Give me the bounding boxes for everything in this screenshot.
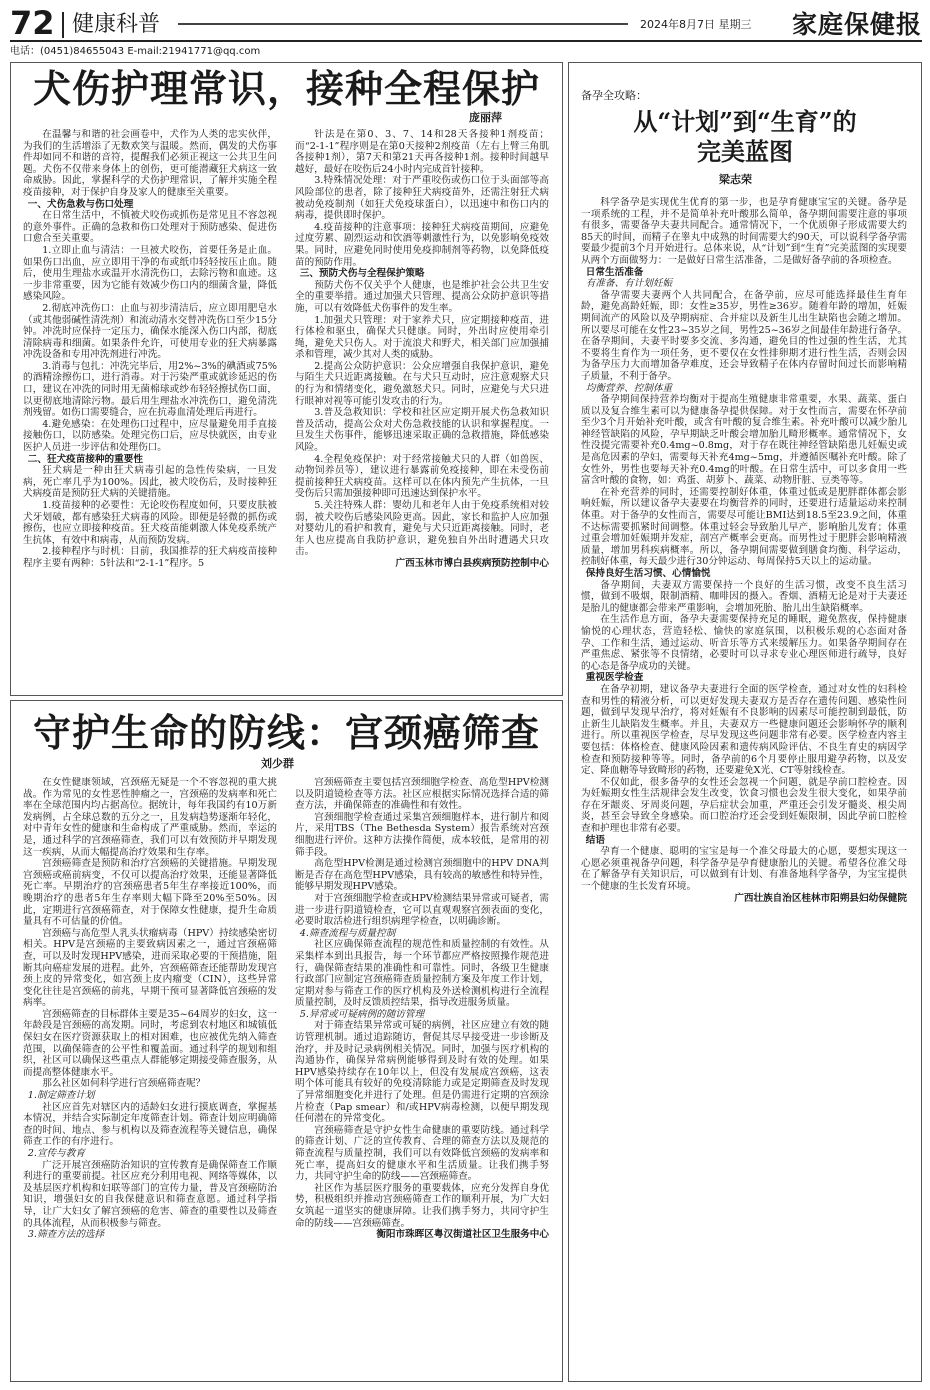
paragraph: 备孕期间保持营养均衡对于提高生殖健康非常重要，水果、蔬菜、蛋白质以及复合维生素可以为健康备孕提供保障。对于女性而言，需要在怀孕前至少3个月开始补充叶酸，或含有叶酸的复合维生素。补充叶酸可以减少胎儿神经管缺陷的风险，孕早期缺乏叶酸会增加胎儿畸形概率。通常情况下，女性没提完需要补充0.4mg~0.8mg，对于存在既往神经管缺陷患儿妊娠史或是高危因素的孕妇，需要每天补充4mg~5mg，并遵循医嘱补充叶酸。除了女性外，男性也要每天补充0.4mg的叶酸。在日常生活中，可以多食用一些富含叶酸的食物，如：鸡蛋、胡萝卜、蔬菜、动物肝脏、豆类等等。: [581, 394, 907, 487]
paragraph: 备孕期间，夫妻双方需要保持一个良好的生活习惯，改变不良生活习惯，做到不吸烟，限制酒精、咖啡因的摄入。香烟、酒精无论是对于夫妻还是胎儿的健康都会带来严重影响，会增加死胎、胎儿出生缺陷概率。: [581, 579, 907, 614]
article-author: 刘少群: [261, 757, 294, 770]
paragraph: 预防犬伤不仅关乎个人健康，也是维护社会公共卫生安全的重要举措。通过加强犬只管理、提高公众防护意识等措施，可以有效降低犬伤事件的发生率。: [295, 279, 549, 314]
section-heading: 保持良好生活习惯、心情愉悦: [585, 568, 711, 579]
paragraph: 社区应首先对辖区内的适龄妇女进行摸底调查，掌握基本情况，并结合实际制定年度筛查计划。筛查计划应明确筛查的时间、地点、参与机构以及筛查流程等关键信息，确保筛查工作的有序进行。: [23, 1101, 277, 1148]
paragraph: 1.加强犬只管理：对于家养犬只，应定期接种疫苗，进行体检和驱虫，确保犬只健康。同时，外出时应使用牵引绳，避免犬只伤人。对于流浪犬和野犬，相关部门应加强捕杀和管理，减少其对人类的威胁。: [295, 314, 549, 361]
subsection-heading: 1.制定筛查计划: [27, 1090, 95, 1102]
paragraph: 孕育一个健康、聪明的宝宝是每一个准父母最大的心愿，要想实现这一心愿必须重视备孕问题，科学备孕是孕育健康胎儿的关键。希望各位准父母在了解备孕有关知识后，可以做到有计划、有准备地科学备孕，为宝宝提供一个健康的生长发育环境。: [581, 846, 907, 893]
article-column-2: [295, 129, 549, 689]
paragraph: 在备孕初期，建议备孕夫妻进行全面的医学检查，通过对女性的妇科检查和男性的精液分析，可以更好发现夫妻双方是否存在遗传问题、感染性问题，做到早发现早治疗，将对妊娠有不良影响的因素尽可能控制到最低，防止新生儿缺陷发生概率。并且，夫妻双方一些健康问题还会影响怀孕的顺利进行。所以重视医学检查，尽早发现这些问题非常有必要。医学检查内容主要包括：体格检查、健康风险因素和遗传病风险评估、不良生育史的病因学检查和预防接种等等。同时，备孕前的6个月要停止服用避孕药物，以及安定、降血糖等导致畸形的药物，还要避免X光、CT等射线检查。: [581, 683, 907, 777]
author-affiliation: 广西壮族自治区桂林市阳朔县妇幼保健院: [734, 892, 907, 904]
article-title-line-2: 完美蓝图: [697, 137, 793, 166]
paragraph: 高危型HPV检测是通过检测宫颈细胞中的HPV DNA判断是否存在高危型HPV感染，具有较高的敏感性和特异性，能够早期发现HPV感染。: [295, 858, 549, 893]
paragraph: 1.立即止血与清洁：一旦被犬咬伤，首要任务是止血。如果伤口出血，应立即用干净的布或纸巾轻轻按压止血。随后，使用生理盐水或温开水清洗伤口，去除污物和血迹。这一步非常重要，因为它能有效减少伤口内的细菌含量，降低感染风险。: [23, 244, 277, 303]
newspaper-name: 家庭保健报: [791, 10, 922, 39]
paragraph: 2.接种程序与时机：目前，我国推荐的狂犬病疫苗接种程序主要有两种：5针法和“2-1-1”程序。5: [23, 546, 277, 569]
section-heading: 三、预防犬伤与全程保护策略: [299, 268, 425, 280]
paragraph: 在日常生活中，不慎被犬咬伤或抓伤是常见且不容忽视的意外事件。正确的急救和伤口处理对于预防感染、促进伤口愈合至关重要。: [23, 210, 277, 245]
paragraph: 在生活作息方面，备孕夫妻需要保持充足的睡眠，避免熬夜，保持健康愉悦的心理状态，营造轻松、愉快的家庭氛围，以积极乐观的心态面对备孕、工作和生活，通过运动、听音乐等方式来缓解压力。如果备孕期间存在严重焦虑、紧张等不良情绪，必要时可以寻求专业心理医师进行疏导，良好的心态是备孕成功的关键。: [581, 614, 907, 672]
paragraph: 2.彻底冲洗伤口：止血与初步清洁后，应立即用肥皂水（或其他弱碱性清洗剂）和流动清水交替冲洗伤口至少15分钟。冲洗时应保持一定压力，确保水能深入伤口内部，彻底清除病毒和细菌。如果条件允许，可使用专业的狂犬病暴露冲洗设备和专用冲洗剂进行冲洗。: [23, 302, 277, 361]
subsection-heading: 2.宣传与教育: [27, 1148, 85, 1159]
paragraph: 不仅如此，很多备孕的女性还会忽视一个问题，就是孕前口腔检查。因为妊娠期女性生活规律会发生改变，饮食习惯也会发生很大变化，如果孕前存在牙龈炎、牙周炎问题，孕后症状会加重，严重还会引发牙髓炎、根尖周炎，甚至会导致全身感染。而口腔治疗还会受到妊娠限制，因此孕前口腔检查和护理也非常有必要。: [581, 776, 907, 835]
article-column-1: [23, 129, 277, 689]
paragraph: 1.疫苗接种的必要性：无论咬伤程度如何，只要皮肤被犬牙划破，都有感染狂犬病毒的风险。即便是轻微的抓伤或擦伤，也应立即接种疫苗。狂犬疫苗能刺激人体免疫系统产生抗体，有效中和病毒，从而预防发病。: [23, 500, 277, 546]
paragraph: 5.关注特殊人群：婴幼儿和老年人由于免疫系统相对较弱，被犬咬伤后感染风险更高。因此，家长和监护人应加强对婴幼儿的看护和教育，避免与犬只近距离接触。同时，老年人也应提高自我防护意识，避免独自外出时遭遇犬只攻击。: [295, 500, 549, 558]
paragraph: 对于筛查结果异常或可疑的病例，社区应建立有效的随访管理机制。通过追踪随访，督促其尽早接受进一步诊断及治疗，并及时记录病例相关情况。同时，加强与医疗机构的沟通协作，确保异常病例能够得到及时有效的处理。如果HPV感染持续存在10年以上，但没有发展成宫颈癌，这表明个体可能具有较好的免疫清除能力或是定期筛查及时发现了异常细胞变化并进行了处理。但是仍需进行定期的宫颈涂片检查（Pap smear）和/或HPV病毒检测，以便早期发现任何潜在的异常变化。: [295, 1020, 549, 1125]
article-dog-bite: [10, 62, 563, 696]
subsection-heading: 均衡营养、控制体重: [585, 382, 673, 394]
paragraph: 宫颈癌筛查主要包括宫颈细胞学检查、高危型HPV检测以及阴道镜检查等方法。社区应根据实际情况选择合适的筛查方法，并确保筛查的准确性和有效性。: [295, 777, 549, 812]
paragraph: 4.疫苗接种的注意事项：接种狂犬病疫苗期间，应避免过度劳累、剧烈运动和饮酒等刺激性行为，以免影响免疫效果。同时，应避免同时使用免疫抑制剂等药物，以免降低疫苗的预防作用。: [295, 221, 549, 268]
paragraph: 2.提高公众防护意识：公众应增强自我保护意识，避免与陌生犬只近距离接触。在与犬只互动时，应注意观察犬只的行为和情绪变化，避免激怒犬只。同时，应避免与犬只进行眼神对视等可能引发攻击的行为。: [295, 360, 549, 407]
section-heading: 日常生活准备: [585, 266, 644, 278]
section-name: 健康科普: [72, 12, 161, 37]
page-number: 72: [10, 4, 55, 42]
article-cervical-screening: [10, 700, 563, 1382]
article-author: 庞丽萍: [469, 111, 502, 124]
paragraph: 社区应确保筛查流程的规范性和质量控制的有效性。从采集样本到出具报告，每一个环节都应严格按照操作规范进行，确保筛查结果的准确性和可靠性。同时，各级卫生健康行政部门应制定宫颈癌筛查质量控制方案及年度工作计划，定期对参与筛查工作的医疗机构及外送检测机构进行全流程质量控制，及时反馈质控结果，指导改进服务质量。: [295, 939, 549, 1009]
section-heading: 一、犬伤急救与伤口处理: [27, 198, 134, 210]
paragraph: 3.特殊情况处理：对于严重咬伤或伤口位于头面部等高风险部位的患者，除了接种狂犬病疫苗外，还需注射狂犬病被动免疫制剂（如狂犬免疫球蛋白），以迅速中和伤口内的病毒，提供即时保护。: [295, 175, 549, 222]
subsection-heading: 有准备、有计划妊娠: [585, 278, 673, 290]
paragraph: 宫颈癌筛查是守护女性生命健康的重要防线。通过科学的筛查计划、广泛的宣传教育、合理的筛查方法以及规范的筛查流程与质量控制，我们可以有效降低宫颈癌的发病率和死亡率，提高妇女的健康水平和生活质量。让我们携手努力，共同守护生命的防线——宫颈癌筛查。: [295, 1124, 549, 1183]
article-author: 梁志荣: [719, 173, 752, 186]
subsection-heading: 3.筛查方法的选择: [27, 1229, 105, 1241]
paragraph: 狂犬病是一种由狂犬病毒引起的急性传染病，一旦发病，死亡率几乎为100%。因此，被犬咬伤后，及时接种狂犬病疫苗是预防狂犬病的关键措施。: [23, 465, 277, 500]
article-title: 守护生命的防线：宫颈癌筛查: [32, 710, 540, 755]
section-heading: 结语: [585, 834, 605, 846]
header-rule: [178, 23, 628, 25]
author-affiliation: 广西玉林市博白县疾病预防控制中心: [395, 557, 549, 569]
paragraph: 在女性健康领域，宫颈癌无疑是一个不容忽视的重大挑战。作为常见的女性恶性肿瘤之一，宫颈癌的发病率和死亡率在全球范围内均占据高位。据统计，每年我国约有10万新发病例，占全球总数的五分之一，且发病趋势逐渐年轻化，对中青年女性的健康和生命构成了严重威胁。然而，幸运的是，通过科学的宫颈癌筛查，我们可以有效预防并早期发现这一疾病，从而大幅提高治疗效果和生存率。: [23, 777, 277, 858]
paragraph: 宫颈癌与高危型人乳头状瘤病毒（HPV）持续感染密切相关。HPV是宫颈癌的主要致病因素之一，通过宫颈癌筛查，可以及时发现HPV感染，进而采取必要的干预措施，阻断其向癌症发展的进程。此外，宫颈癌筛查还能帮助发现宫颈上皮的异常变化，如宫颈上皮内瘤变（CIN），这些异常变化往往是宫颈癌的前兆，早期干预可显著降低宫颈癌的发病率。: [23, 927, 277, 1009]
subsection-heading: 5.异常或可疑病例的随访管理: [299, 1008, 425, 1020]
article-column-1: [23, 777, 277, 1375]
subsection-heading: 4.筛查流程与质量控制: [299, 927, 396, 939]
contact-line: 电话：(0451)84655043 E-mail:21941771@qq.com: [10, 46, 261, 57]
section-heading: 重视医学检查: [585, 672, 644, 684]
paragraph: 4.避免感染：在处理伤口过程中，应尽量避免用手直接接触伤口，以防感染。处理完伤口后，应尽快就医，由专业医护人员进一步评估和处理伤口。: [23, 418, 277, 454]
article-pregnancy-prep: [568, 62, 922, 1382]
section-heading: 二、狂犬疫苗接种的重要性: [27, 453, 143, 465]
paragraph: 备孕需要夫妻两个人共同配合，在备孕前，应尽可能选择最佳生育年龄，避免高龄妊娠，即：女性≥35岁，男性≥36岁。随着年龄的增加，妊娠期间流产的风险以及孕期病症、合并症以及新生儿出生缺陷也会随之增加。所以要尽可能在女性23~35岁之间，男性25~36岁之间最佳年龄进行备孕。在备孕期间，夫妻平时要多交流、多沟通，避免目的性过强的性生活，尤其不要将生育作为一项任务，更不要仅在女性排卵期才进行性生活，否则会因为备孕压力大而增加备孕难度，还会导致精子在体内存留时间过长而影响精子质量，不利于备孕。: [581, 289, 907, 382]
article-kicker: 备孕全攻略：: [581, 89, 647, 102]
paragraph: 3.普及急救知识：学校和社区应定期开展犬伤急救知识普及活动，提高公众对犬伤急救技能的认识和掌握程度。一旦发生犬伤事件，能够迅速采取正确的急救措施，降低感染风险。: [295, 407, 549, 454]
page-header: [10, 4, 922, 42]
header-divider: [62, 12, 64, 38]
paragraph: 在补充营养的同时，还需要控制好体重，体重过低或是肥胖群体都会影响妊娠，所以建议备孕夫妻要在均衡营养的同时，还要进行适量运动来控制体重。对于备孕的女性而言，需要尽可能让BMI达到18.5至23.9之间，体重不达标需要抓紧时间调整。体重过轻会导致胎儿早产，影响胎儿发育；体重过重会增加妊娠期并发症，剖宫产概率会更高。而男性过于肥胖会影响精液质量，增加男科疾病概率。所以，备孕期间需要做到膳食均衡、科学运动，控制好体重，每天最少进行30分钟运动、每周保持5天以上的运动量。: [581, 486, 907, 568]
paragraph: 那么社区如何科学进行宫颈癌筛查呢？: [42, 1078, 206, 1090]
paragraph: 4.全程免疫保护：对于经常接触犬只的人群（如兽医、动物饲养员等），建议进行暴露前免疫接种，即在未受伤前提前接种狂犬病疫苗。这样可以在体内预先产生抗体，一旦受伤后只需加强接种即可迅速达到保护水平。: [295, 453, 549, 500]
paragraph: 对于宫颈细胞学检查或HPV检测结果异常或可疑者，需进一步进行阴道镜检查，它可以直观观察宫颈表面的变化，必要时取活检进行组织病理学检查，以明确诊断。: [295, 892, 549, 928]
paragraph: 宫颈癌筛查是预防和治疗宫颈癌的关键措施。早期发现宫颈癌或癌前病变，不仅可以提高治疗效果，还能显著降低死亡率。早期治疗的宫颈癌患者5年生存率接近100%，而晚期治疗的患者5年生存率则大幅下降至20%至50%。因此，定期进行宫颈癌筛查，对于保障女性健康，提升生命质量具有不可估量的价值。: [23, 858, 277, 928]
article-column: [581, 197, 907, 1373]
paragraph: 针法是在第0、3、7、14和28天各接种1剂疫苗；而“2-1-1”程序则是在第0天接种2剂疫苗（左右上臂三角肌各接种1剂），第7天和第21天再各接种1剂。接种时间越早越好，最好在咬伤后24小时内完成首针接种。: [295, 129, 549, 175]
paragraph: 广泛开展宫颈癌防治知识的宣传教育是确保筛查工作顺利进行的重要前提。社区应充分利用电视、网络等媒体，以及基层医疗机构和妇联等部门的宣传力量，普及宫颈癌防治知识，增强妇女的自我保健意识和筛查意愿。通过科学指导，让广大妇女了解宫颈癌的危害、筛查的重要性以及筛查的具体流程，从而积极参与筛查。: [23, 1159, 277, 1229]
article-title: 犬伤护理常识，接种全程保护: [32, 66, 540, 111]
paragraph: 在温馨与和谐的社会画卷中，犬作为人类的忠实伙伴，为我们的生活增添了无数欢笑与温暖。然而，偶发的犬伤事件却如同不和谐的音符，提醒我们必须正视这一公共卫生问题。犬伤不仅带来身体上的创伤，更可能潜藏狂犬病这一致命威胁。因此，掌握科学的犬伤护理常识，了解并实施全程疫苗接种，对于保护自身及家人的健康至关重要。: [23, 129, 277, 198]
article-title-line-1: 从“计划”到“生育”的: [633, 107, 857, 136]
article-column-2: [295, 777, 549, 1375]
paragraph: 宫颈癌筛查的目标群体主要是35~64周岁的妇女，这一年龄段是宫颈癌的高发期。同时，考虑到农村地区和城镇低保妇女在医疗资源获取上的相对困难，也应被优先纳入筛查范围，以确保筛查的公平性和覆盖面。通过科学的规划和组织，社区可以确保这些重点人群能够定期接受筛查服务，从而提高整体健康水平。: [23, 1008, 277, 1078]
author-affiliation: 衡阳市珠晖区粤汉街道社区卫生服务中心: [376, 1229, 549, 1241]
paragraph: 科学备孕是实现优生优育的第一步，也是孕育健康宝宝的关键。备孕是一项系统的工程，并不是简单补充叶酸那么简单，备孕期间需要注意的事项有很多，需要备孕夫妻共同配合。通常情况下，一个优质卵子形成需要大约85天的时间，而精子在睾丸中成熟的时间需要大约90天，可以说科学备孕需要最少提前3个月开始进行。总体来说，从“计划”到“生育”完美蓝图的实现要从两个方面做努力：一是做好日常生活准备，二是做好备孕前的各项检查。: [581, 197, 907, 266]
paragraph: 宫颈细胞学检查通过采集宫颈细胞样本，进行制片和阅片，采用TBS（The Bethesda System）报告系统对宫颈细胞进行评价。这种方法操作简便，成本较低，是常用的初筛手段。: [295, 811, 549, 858]
paragraph: 3.消毒与包扎：冲洗完毕后，用2%~3%的碘酒或75%的酒精涂擦伤口，进行消毒。对于污染严重或就诊延迟的伤口，建议在冲洗的同时用无菌棉球或纱布轻轻擦拭伤口面，以更彻底地清除污物。最后用生理盐水冲洗伤口，避免清洗剂残留。如伤口需要缝合，应在抗毒血清处理后再进行。: [23, 360, 277, 419]
issue-date: 2024年8月7日 星期三: [640, 18, 752, 31]
paragraph: 社区作为基层医疗服务的重要载体，应充分发挥自身优势，积极组织并推动宫颈癌筛查工作的顺利开展，为广大妇女筑起一道坚实的健康屏障。让我们携手努力，共同守护生命的防线——宫颈癌筛查。: [295, 1182, 549, 1229]
